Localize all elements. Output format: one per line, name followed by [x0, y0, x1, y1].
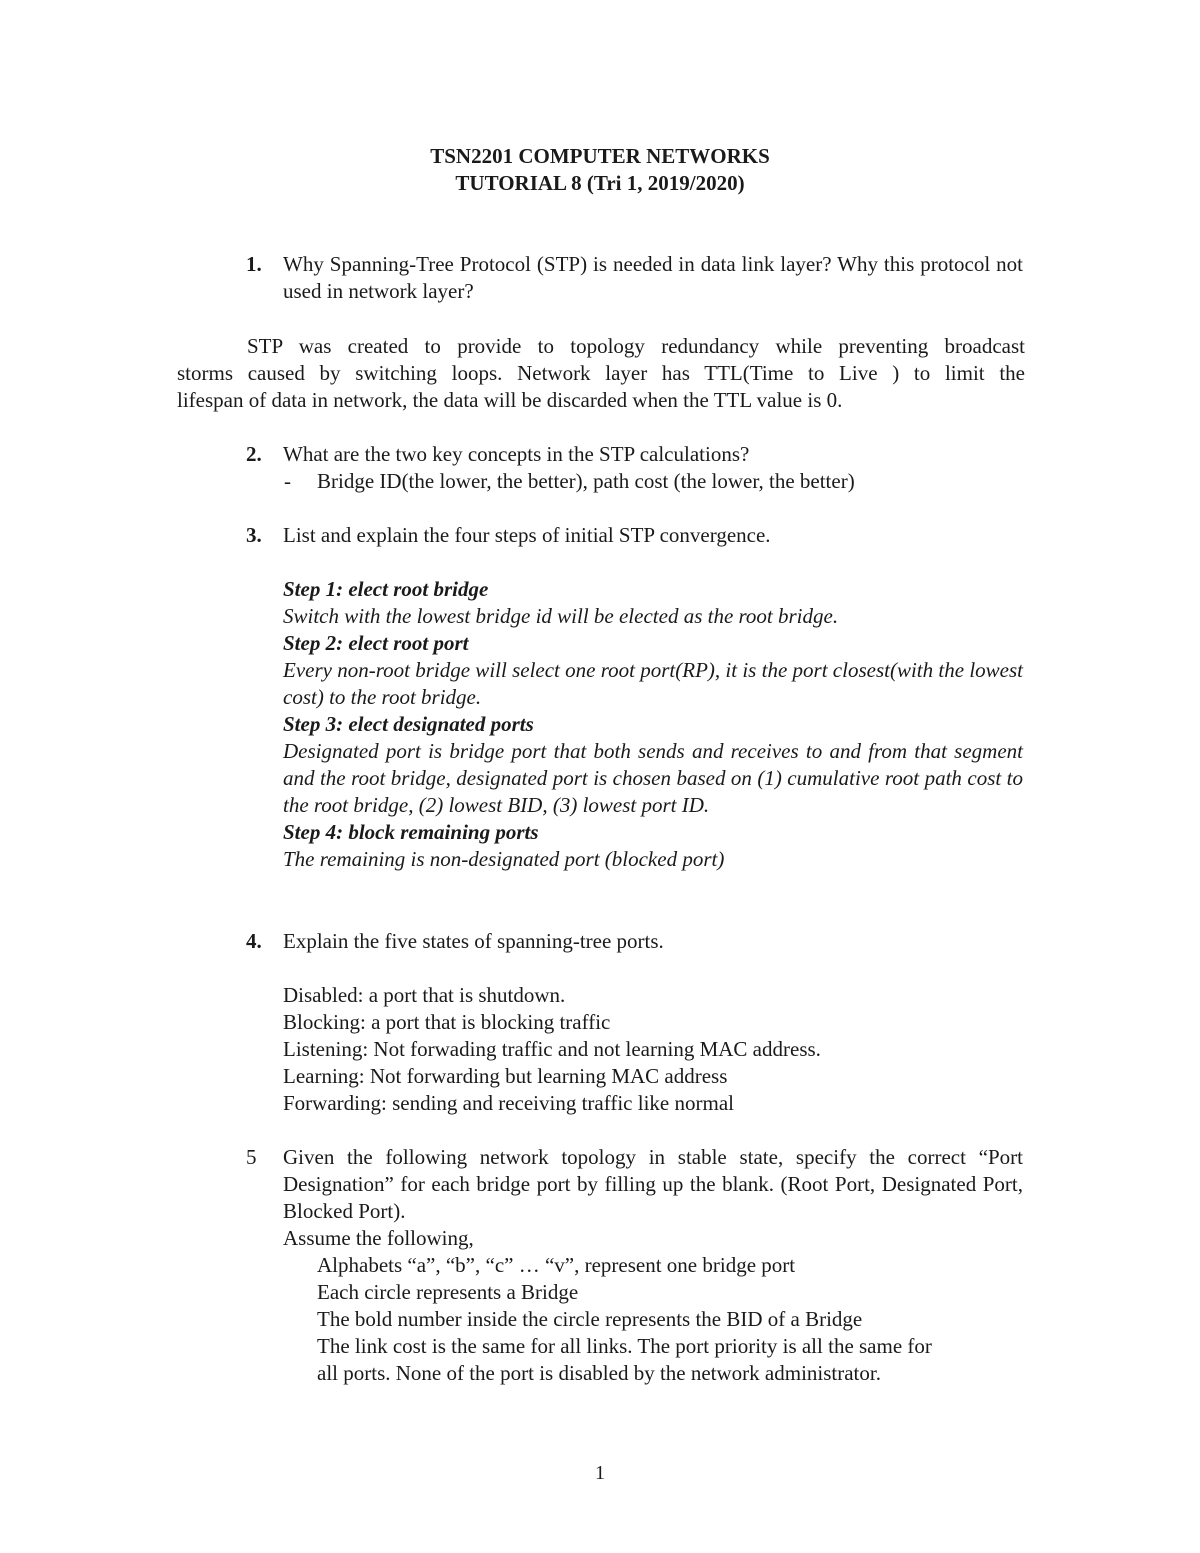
step-2-text: Every non-root bridge will select one root port(RP), it is the port closest(with the lowest cost) to the root bridge.: [283, 658, 1023, 709]
answer-1: [177, 333, 1025, 414]
page-number: 1: [595, 1462, 605, 1484]
assumption-item: The bold number inside the circle represents the BID of a Bridge: [317, 1307, 863, 1331]
assume-heading: Assume the following,: [283, 1226, 474, 1250]
port-state-listening: Listening: Not forwading traffic and not learning MAC address.: [283, 1037, 821, 1061]
port-state-blocking: Blocking: a port that is blocking traffic: [283, 1010, 611, 1034]
step-1-text: Switch with the lowest bridge id will be elected as the root bridge.: [283, 604, 839, 628]
port-state-disabled: Disabled: a port that is shutdown.: [283, 983, 566, 1007]
question-5-text: Given the following network topology in stable state, specify the correct “Port Designation” for each bridge port by filling up the blank. (Root Port, Designated Port, Blocked Port).: [283, 1145, 1023, 1223]
step-3-title: Step 3: elect designated ports: [283, 712, 534, 736]
question-4-number: 4.: [246, 929, 262, 953]
port-state-learning: Learning: Not forwarding but learning MAC address: [283, 1064, 728, 1088]
assumption-item: The link cost is the same for all links. The port priority is all the same for: [317, 1334, 932, 1358]
question-1-number: 1.: [246, 252, 262, 276]
tutorial-title: TUTORIAL 8 (Tri 1, 2019/2020): [455, 171, 745, 195]
question-4-text: Explain the five states of spanning-tree ports.: [283, 929, 664, 953]
question-2-text: What are the two key concepts in the STP calculations?: [283, 442, 750, 466]
assumptions-list: [317, 1252, 1023, 1387]
answer-1-line-2: storms caused by switching loops. Network layer has TTL(Time to Live ) to limit the: [177, 361, 1025, 385]
answer-3-steps: [283, 576, 1023, 873]
question-1-text: Why Spanning-Tree Protocol (STP) is needed in data link layer? Why this protocol not used in network layer?: [283, 252, 1023, 303]
step-3-text: Designated port is bridge port that both sends and receives to and from that segment and the root bridge, designated port is chosen based on (1) cumulative root path cost to the root bridge, (2) lowest BID, (3) lowest port ID.: [283, 739, 1023, 817]
question-3-text: List and explain the four steps of initial STP convergence.: [283, 523, 771, 547]
step-4-title: Step 4: block remaining ports: [283, 820, 539, 844]
answer-1-line-1: STP was created to provide to topology redundancy while preventing broadcast: [247, 334, 1025, 358]
step-4-text: The remaining is non-designated port (blocked port): [283, 847, 725, 871]
assumption-item: Each circle represents a Bridge: [317, 1280, 579, 1304]
port-states-list: [283, 982, 1023, 1117]
answer-1-line-3: lifespan of data in network, the data will be discarded when the TTL value is 0.: [177, 388, 843, 412]
question-2-number: 2.: [246, 442, 262, 466]
step-2-title: Step 2: elect root port: [283, 631, 469, 655]
step-1-title: Step 1: elect root bridge: [283, 577, 489, 601]
assumption-item: Alphabets “a”, “b”, “c” … “v”, represent one bridge port: [317, 1253, 796, 1277]
course-title: TSN2201 COMPUTER NETWORKS: [430, 144, 770, 168]
question-2-bullet: -: [284, 469, 291, 493]
answer-2: Bridge ID(the lower, the better), path cost (the lower, the better): [317, 469, 855, 493]
question-5-number: 5: [246, 1145, 257, 1169]
port-state-forwarding: Forwarding: sending and receiving traffic like normal: [283, 1091, 734, 1115]
assumption-item: all ports. None of the port is disabled by the network administrator.: [317, 1361, 881, 1385]
question-3-number: 3.: [246, 523, 262, 547]
